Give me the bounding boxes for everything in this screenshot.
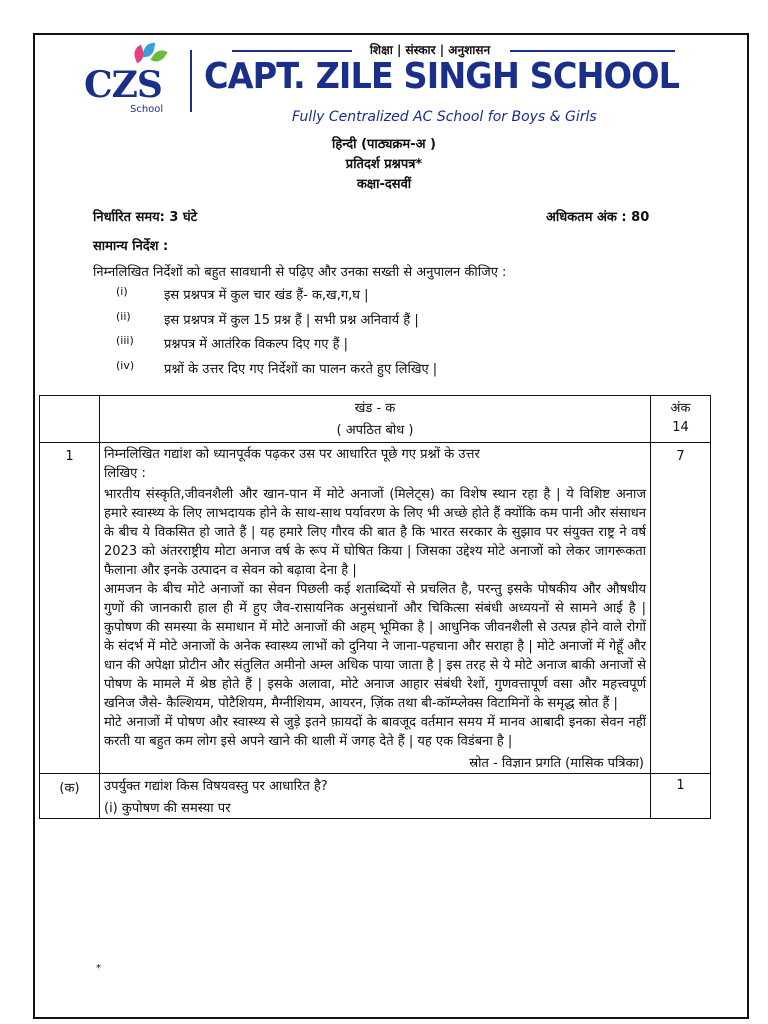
passage-cell	[100, 443, 651, 774]
question-prompt: निम्नलिखित गद्यांश को ध्यानपूर्वक पढ़कर उस पर आधारित पूछे गए प्रश्नों के उत्तर	[104, 447, 480, 462]
subquestion-row	[40, 774, 711, 819]
question-row	[40, 443, 711, 774]
section-subtitle: ( अपठित बोध )	[336, 423, 414, 438]
instructions-intro: निम्नलिखित निर्देशों को बहुत सावधानी से पढ़िए और उनका सख्ती से अनुपालन कीजिए :	[93, 265, 507, 280]
question-prompt-cont: लिखिए :	[104, 466, 146, 481]
instruction-text: इस प्रश्नपत्र में कुल चार खंड हैं- क,ख,ग,घ |	[164, 288, 369, 303]
logo-text: CZS	[84, 64, 162, 106]
section-header-row	[40, 396, 711, 443]
paper-class: कक्षा-दसवीं	[356, 177, 412, 192]
subquestion-number: (क)	[40, 774, 100, 819]
instructions-heading: सामान्य निर्देश :	[93, 239, 169, 254]
time-value: 3 घंटे	[169, 210, 198, 225]
question-table	[39, 395, 711, 819]
instruction-text: प्रश्नों के उत्तर दिए गए निर्देशों का पालन करते हुए लिखिए |	[164, 362, 438, 377]
subquestion-option: (i) कुपोषण की समस्या पर	[104, 801, 231, 816]
passage-paragraph: भारतीय संस्कृति,जीवनशैली और खान-पान में मोटे अनाजों (मिलेट्स) का विशेष स्थान रहा है | ये विशिष्ट अनाज हमारे स्वास्थ्य के लिए लाभदायक होने के साथ-साथ पर्यावरण के लिए भी अच्छे होते हैं क्योंकि कम पानी और संसाधन के बीच ये विकसित हो जाते हैं | यह हमारे लिए गौरव की बात है कि भारत सरकार के सुझाव पर संयुक्त राष्ट्र ने वर्ष 2023 को अंतरराष्ट्रीय मोटा अनाज वर्ष के रूप में घोषित किया | जिसका उद्देश्य मोटे अनाजों को लेकर जागरूकता फैलाना और इनके उत्पादन व सेवन को बढ़ावा देना है |	[104, 487, 647, 578]
instruction-num: (ii)	[116, 310, 131, 323]
marks-header: अंक	[670, 401, 691, 416]
school-tagline: Fully Centralized AC School for Boys & Girls	[292, 109, 597, 125]
marks-header-cell	[651, 396, 711, 443]
subquestion-marks: 1	[651, 774, 711, 819]
footnote-asterisk: *	[96, 963, 101, 974]
instruction-text: प्रश्नपत्र में आतंरिक विकल्प दिए गए हैं |	[164, 337, 349, 352]
section-marks: 14	[672, 420, 689, 435]
section-title: खंड - क	[354, 401, 396, 416]
motto-rule-left	[232, 50, 352, 52]
instruction-text: इस प्रश्नपत्र में कुल 15 प्रश्न हैं | सभी प्रश्न अनिवार्य हैं |	[164, 313, 419, 328]
motto-rule-right	[510, 50, 675, 52]
paper-type: प्रतिदर्श प्रश्नपत्र*	[345, 157, 423, 172]
school-motto: शिक्षा | संस्कार | अनुशासन	[369, 43, 491, 57]
section-num-cell	[40, 396, 100, 443]
max-marks	[546, 207, 649, 225]
passage-paragraph: आमजन के बीच मोटे अनाजों का सेवन पिछली कई शताब्दियों से प्रचलित है, परन्तु इसके पोषकीय और औषधीय गुणों की जानकारी हाल ही में हुए जैव-रासायनिक अनुसंधानों और चिकित्सा संबंधी अध्ययनों से सामने आई है | कुपोषण की समस्या के समाधान में मोटे अनाजों की अहम् भूमिका है | आधुनिक जीवनशैली से उत्पन्न होने वाले रोगों के संदर्भ में मोटे अनाजों के अनेक स्वास्थ्य लाभों को दुनिया ने जाना-पहचाना और सराहा है | मोटे अनाजों में गेहूँ और धान की अपेक्षा प्रोटीन और संतुलित अमीनो अम्ल अधिक पाया जाता है | इस तरह से ये मोटे अनाज बाकी अनाजों से पोषण के मामले में श्रेष्ठ होते हैं | इसके अलावा, मोटे अनाज आहार संबंधी रेशों, गुणवत्तापूर्ण वसा और महत्त्वपूर्ण खनिज जैसे- कैल्शियम, पोटैशियम, मैग्नीशियम, आयरन, ज़िंक तथा बी-कॉम्प्लेक्स विटामिनों के समृद्ध स्रोत हैं |	[104, 582, 646, 711]
question-number: 1	[40, 443, 100, 774]
paper-subject: हिन्दी (पाठ्यक्रम-अ )	[331, 137, 436, 152]
time-label: निर्धारित समय:	[93, 210, 165, 225]
passage-paragraph: मोटे अनाजों में पोषण और स्वास्थ्य से जुड़े इतने फ़ायदों के बावजूद वर्तमान समय में मानव आबादी इनका सेवन नहीं करती या बहुत कम लोग इसे अपने खाने की थाली में जगह देते हैं | यह एक विडंबना है |	[104, 715, 646, 749]
section-title-cell	[100, 396, 651, 443]
max-marks-label: अधिकतम अंक :	[546, 210, 627, 225]
question-marks: 7	[651, 443, 711, 774]
school-logo	[84, 38, 196, 118]
instruction-num: (i)	[116, 285, 128, 298]
passage-source: स्रोत - विज्ञान प्रगति (मासिक पत्रिका)	[469, 756, 644, 771]
subquestion-cell	[100, 774, 651, 819]
instruction-num: (iii)	[116, 334, 134, 347]
subquestion-text: उपर्युक्त गद्यांश किस विषयवस्तु पर आधारित है?	[104, 779, 328, 794]
header-divider	[190, 50, 192, 112]
logo-subtext: School	[130, 104, 164, 115]
instruction-num: (iv)	[116, 359, 135, 372]
time-allowed	[93, 207, 197, 225]
max-marks-value: 80	[631, 210, 650, 225]
school-name: CAPT. ZILE SINGH SCHOOL	[204, 56, 680, 97]
